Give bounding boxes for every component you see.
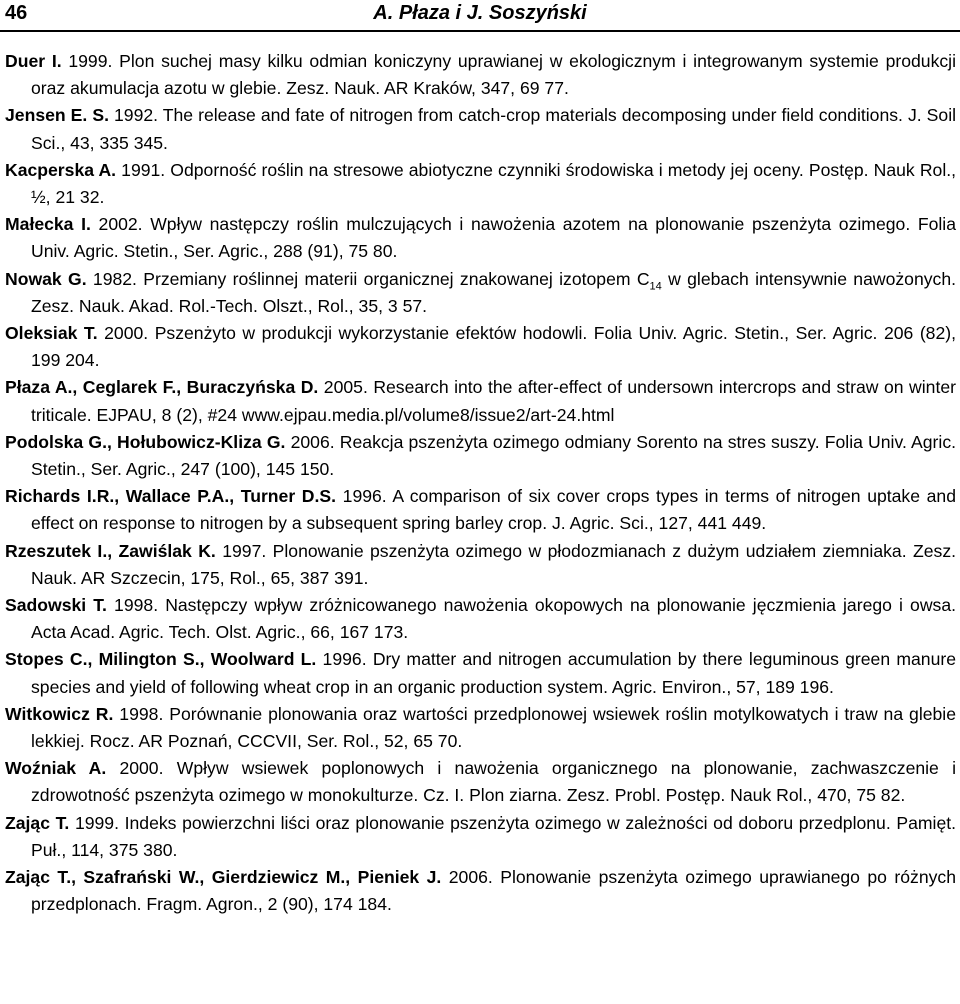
reference-text: Indeks powierzchni liści oraz plonowanie pszenżyta ozimego w zależności od doboru przedplonu. Pamięt. Puł., 114, 375 380. <box>31 812 957 860</box>
reference-year: 1998. <box>113 703 164 724</box>
reference-authors: Woźniak A. <box>5 758 107 779</box>
reference-text: Następczy wpływ zróżnicowanego nawożenia okopowych na plonowanie jęczmienia jarego i owsa. Acta Acad. Agric. Tech. Olst. Agric., 66, 167 173. <box>31 595 957 643</box>
reference-entry <box>5 266 956 320</box>
reference-year: 2006. <box>285 431 335 452</box>
reference-entry <box>5 538 956 592</box>
reference-authors: Podolska G., Hołubowicz-Kliza G. <box>5 431 286 452</box>
reference-authors: Oleksiak T. <box>5 323 98 344</box>
reference-authors: Płaza A., Ceglarek F., Buraczyńska D. <box>5 377 319 398</box>
reference-authors: Zając T. <box>5 812 70 833</box>
reference-year: 1992. <box>108 105 159 126</box>
reference-text: The release and fate of nitrogen from catch-crop materials decomposing under field conditions. J. Soil Sci., 43, 335 345. <box>31 105 957 153</box>
reference-authors: Duer I. <box>5 51 62 71</box>
reference-authors: Sadowski T. <box>5 595 107 616</box>
reference-entry <box>5 157 956 211</box>
reference-year: 1999. <box>61 51 113 71</box>
reference-entry <box>5 592 956 646</box>
reference-text: Reakcja pszenżyta ozimego odmiany Sorento na stres suszy. Folia Univ. Agric. Stetin., Ser. Agric., 247 (100), 145 150. <box>31 431 957 480</box>
reference-authors: Małecka I. <box>5 214 91 235</box>
reference-entry <box>5 483 956 537</box>
reference-entry <box>5 646 956 700</box>
reference-entry <box>5 211 956 265</box>
running-head: A. Płaza i J. Soszyński <box>373 2 587 24</box>
reference-text: A comparison of six cover crops types in terms of nitrogen uptake and effect on response to nitrogen by a subsequent spring barley crop. J. Agric. Sci., 127, 441 449. <box>31 486 956 534</box>
reference-authors: Kacperska A. <box>5 159 117 180</box>
reference-text: Plonowanie pszenżyta ozimego uprawianego po różnych przedplonach. Fragm. Agron., 2 (90), 174 184. <box>31 867 957 915</box>
reference-entry <box>5 701 956 755</box>
reference-text: Plonowanie pszenżyta ozimego w płodozmianach z dużym udziałem ziemniaka. Zesz. Nauk. AR Szczecin, 175, Rol., 65, 387 391. <box>31 540 956 588</box>
reference-entry <box>5 320 956 374</box>
reference-authors: Zając T., Szafrański W., Gierdziewicz M., Pieniek J. <box>5 867 442 888</box>
reference-entry <box>5 810 956 864</box>
reference-entry <box>5 48 956 102</box>
reference-entry <box>5 864 956 918</box>
reference-entry <box>5 102 956 156</box>
reference-year: 1998. <box>106 595 159 616</box>
reference-authors: Stopes C., Milington S., Woolward L. <box>5 649 317 670</box>
page-number: 46 <box>5 2 28 24</box>
reference-text: Odporność roślin na stresowe abiotyczne czynniki środowiska i metody jej oceny. Postęp. Nauk Rol., ½, 21 32. <box>31 159 957 208</box>
reference-year: 1991. <box>116 159 166 180</box>
reference-authors: Rzeszutek I., Zawiślak K. <box>5 540 216 561</box>
reference-text: Wpływ następczy roślin mulczujących i nawożenia azotem na plonowanie pszenżyta ozimego. Folia Univ. Agric. Stetin., Ser. Agric., 288 (91), 75 80. <box>31 214 956 262</box>
reference-text-before-subscript: Przemiany roślinnej materii organicznej znakowanej izotopem C <box>136 268 650 289</box>
reference-year: 1982. <box>86 268 137 289</box>
reference-year: 1997. <box>215 540 267 561</box>
reference-year: 2002. <box>90 214 143 235</box>
reference-entry <box>5 374 956 428</box>
reference-authors: Nowak G. <box>5 268 87 289</box>
reference-year: 1999. <box>69 812 119 833</box>
reference-authors: Jensen E. S. <box>5 105 109 126</box>
page-header <box>0 0 960 32</box>
reference-year: 2000. <box>97 323 149 344</box>
reference-text: Plon suchej masy kilku odmian koniczyny uprawianej w ekologicznym i integrowanym systemie produkcji oraz akumulacja azotu w glebie. Zesz. Nauk. AR Kraków, 347, 69 77. <box>31 51 956 99</box>
isotope-subscript: 14 <box>649 280 662 293</box>
reference-text: w glebach intensywnie nawożonych. Zesz. Nauk. Akad. Rol.-Tech. Olszt., Rol., 35, 3 57. <box>31 268 957 316</box>
reference-year: 1996. <box>316 649 367 670</box>
reference-entry <box>5 429 956 483</box>
reference-year: 1996. <box>336 486 387 507</box>
reference-entry <box>5 755 956 809</box>
reference-year: 2006. <box>441 867 493 888</box>
reference-year: 2000. <box>106 758 164 779</box>
reference-text: Wpływ wsiewek poplonowych i nawożenia organicznego na plonowanie, zachwaszczenie i zdrowotność pszenżyta ozimego w monokulturze. Cz. I. Plon ziarna. Zesz. Probl. Postęp. Nauk Rol., 470, 75 82. <box>31 758 956 806</box>
reference-text: Dry matter and nitrogen accumulation by there leguminous green manure species and yield of following wheat crop in an organic production system. Agric. Environ., 57, 189 196. <box>31 649 956 697</box>
reference-year: 2005. <box>318 377 368 398</box>
reference-authors: Witkowicz R. <box>5 703 114 724</box>
reference-text: Pszenżyto w produkcji wykorzystanie efektów hodowli. Folia Univ. Agric. Stetin., Ser. Agric. 206 (82), 199 204. <box>31 323 957 371</box>
reference-text: Porównanie plonowania oraz wartości przedplonowej wsiewek roślin motylkowatych i traw na glebie lekkiej. Rocz. AR Poznań, CCCVII, Ser. Rol., 52, 65 70. <box>31 703 956 752</box>
reference-text: Research into the after-effect of undersown intercrops and straw on winter triticale. EJPAU, 8 (2), #24 www.ejpau.media.pl/volume8/issue2/art-24.html <box>31 377 956 425</box>
reference-authors: Richards I.R., Wallace P.A., Turner D.S. <box>5 486 337 507</box>
reference-list <box>5 48 956 919</box>
